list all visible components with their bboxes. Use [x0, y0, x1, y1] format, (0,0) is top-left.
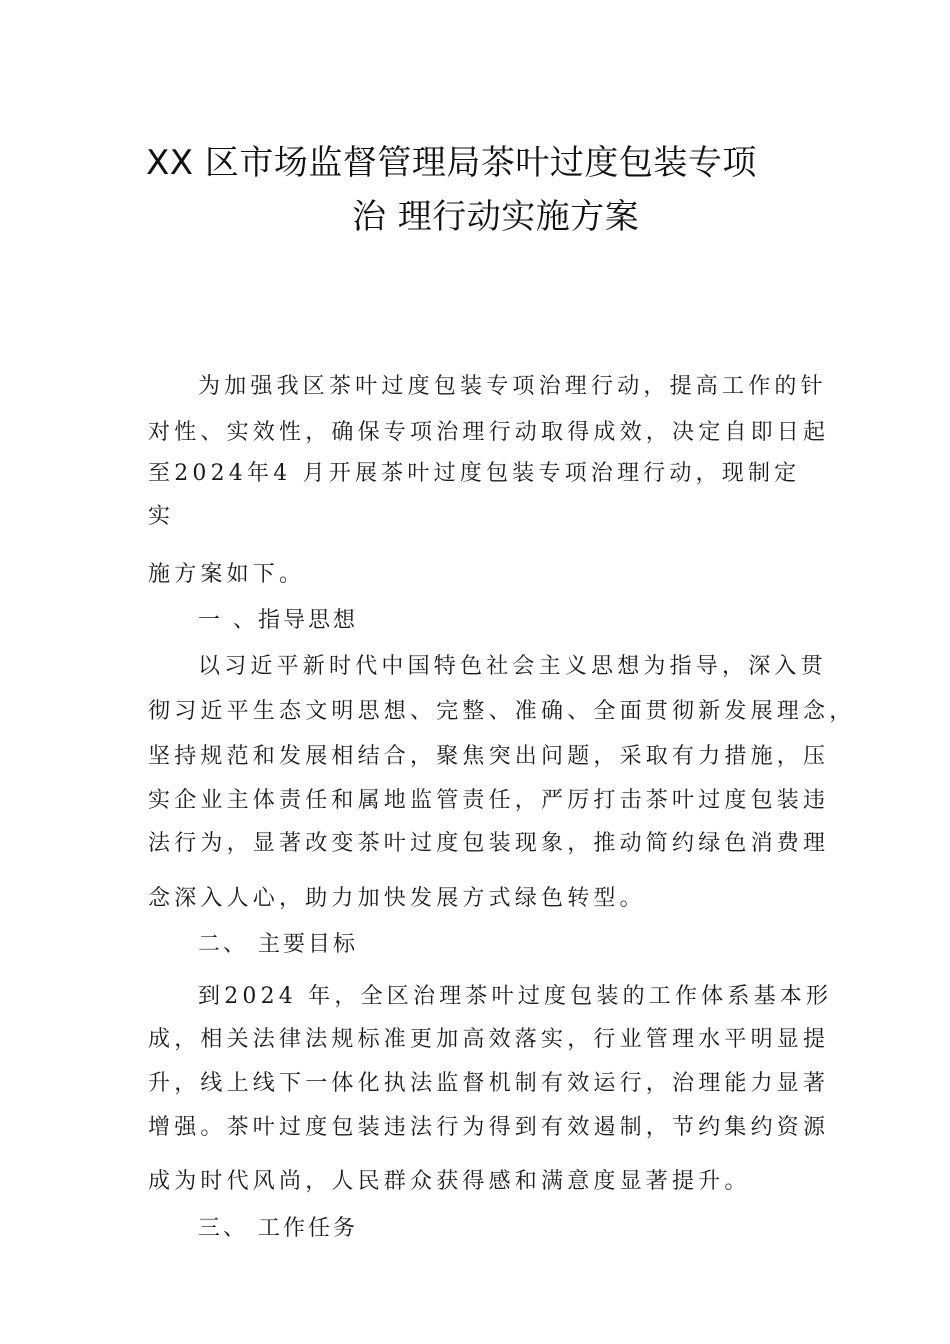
paragraph-line: 至2024年4 月开展茶叶过度包装专项治理行动，现制定	[148, 461, 801, 486]
paragraph-line: 实企业主体责任和属地监管责任，严厉打击茶叶过度包装违	[148, 788, 830, 813]
section-heading: 三、 工作任务	[198, 1216, 358, 1241]
paragraph-line: 以习近平新时代中国特色社会主义思想为指导，深入贯	[198, 654, 827, 679]
document-title-line-1: XX 区市场监督管理局茶叶过度包装专项	[146, 143, 757, 183]
section-heading: 一 、指导思想	[198, 608, 358, 633]
paragraph-line: 实	[148, 504, 175, 529]
paragraph-line: 成，相关法律法规标准更加高效落实，行业管理水平明显提	[148, 1027, 830, 1052]
paragraph-line: 坚持规范和发展相结合，聚焦突出问题，采取有力措施，压	[148, 744, 830, 769]
paragraph-line: 法行为，显著改变茶叶过度包装现象，推动简约绿色消费理	[148, 831, 830, 856]
document-title-line-2: 治 理行动实施方案	[352, 197, 640, 237]
paragraph-line: 念深入人心，助力加快发展方式绿色转型。	[148, 886, 646, 911]
paragraph-line: 升，线上线下一体化执法监督机制有效运行，治理能力显著	[148, 1071, 830, 1096]
paragraph-line: 到2024 年，全区治理茶叶过度包装的工作体系基本形	[198, 984, 833, 1009]
paragraph-line: 为加强我区茶叶过度包装专项治理行动，提高工作的针	[198, 374, 827, 399]
paragraph-line: 增强。茶叶过度包装违法行为得到有效遏制，节约集约资源	[148, 1115, 830, 1140]
paragraph-line: 对性、实效性，确保专项治理行动取得成效，决定自即日起	[148, 420, 830, 445]
paragraph-line: 成为时代风尚，人民群众获得感和满意度显著提升。	[148, 1169, 751, 1194]
section-heading: 二、 主要目标	[198, 932, 358, 957]
paragraph-line: 彻习近平生态文明思想、完整、准确、全面贯彻新发展理念，	[148, 699, 856, 724]
paragraph-line: 施方案如下。	[148, 562, 306, 587]
